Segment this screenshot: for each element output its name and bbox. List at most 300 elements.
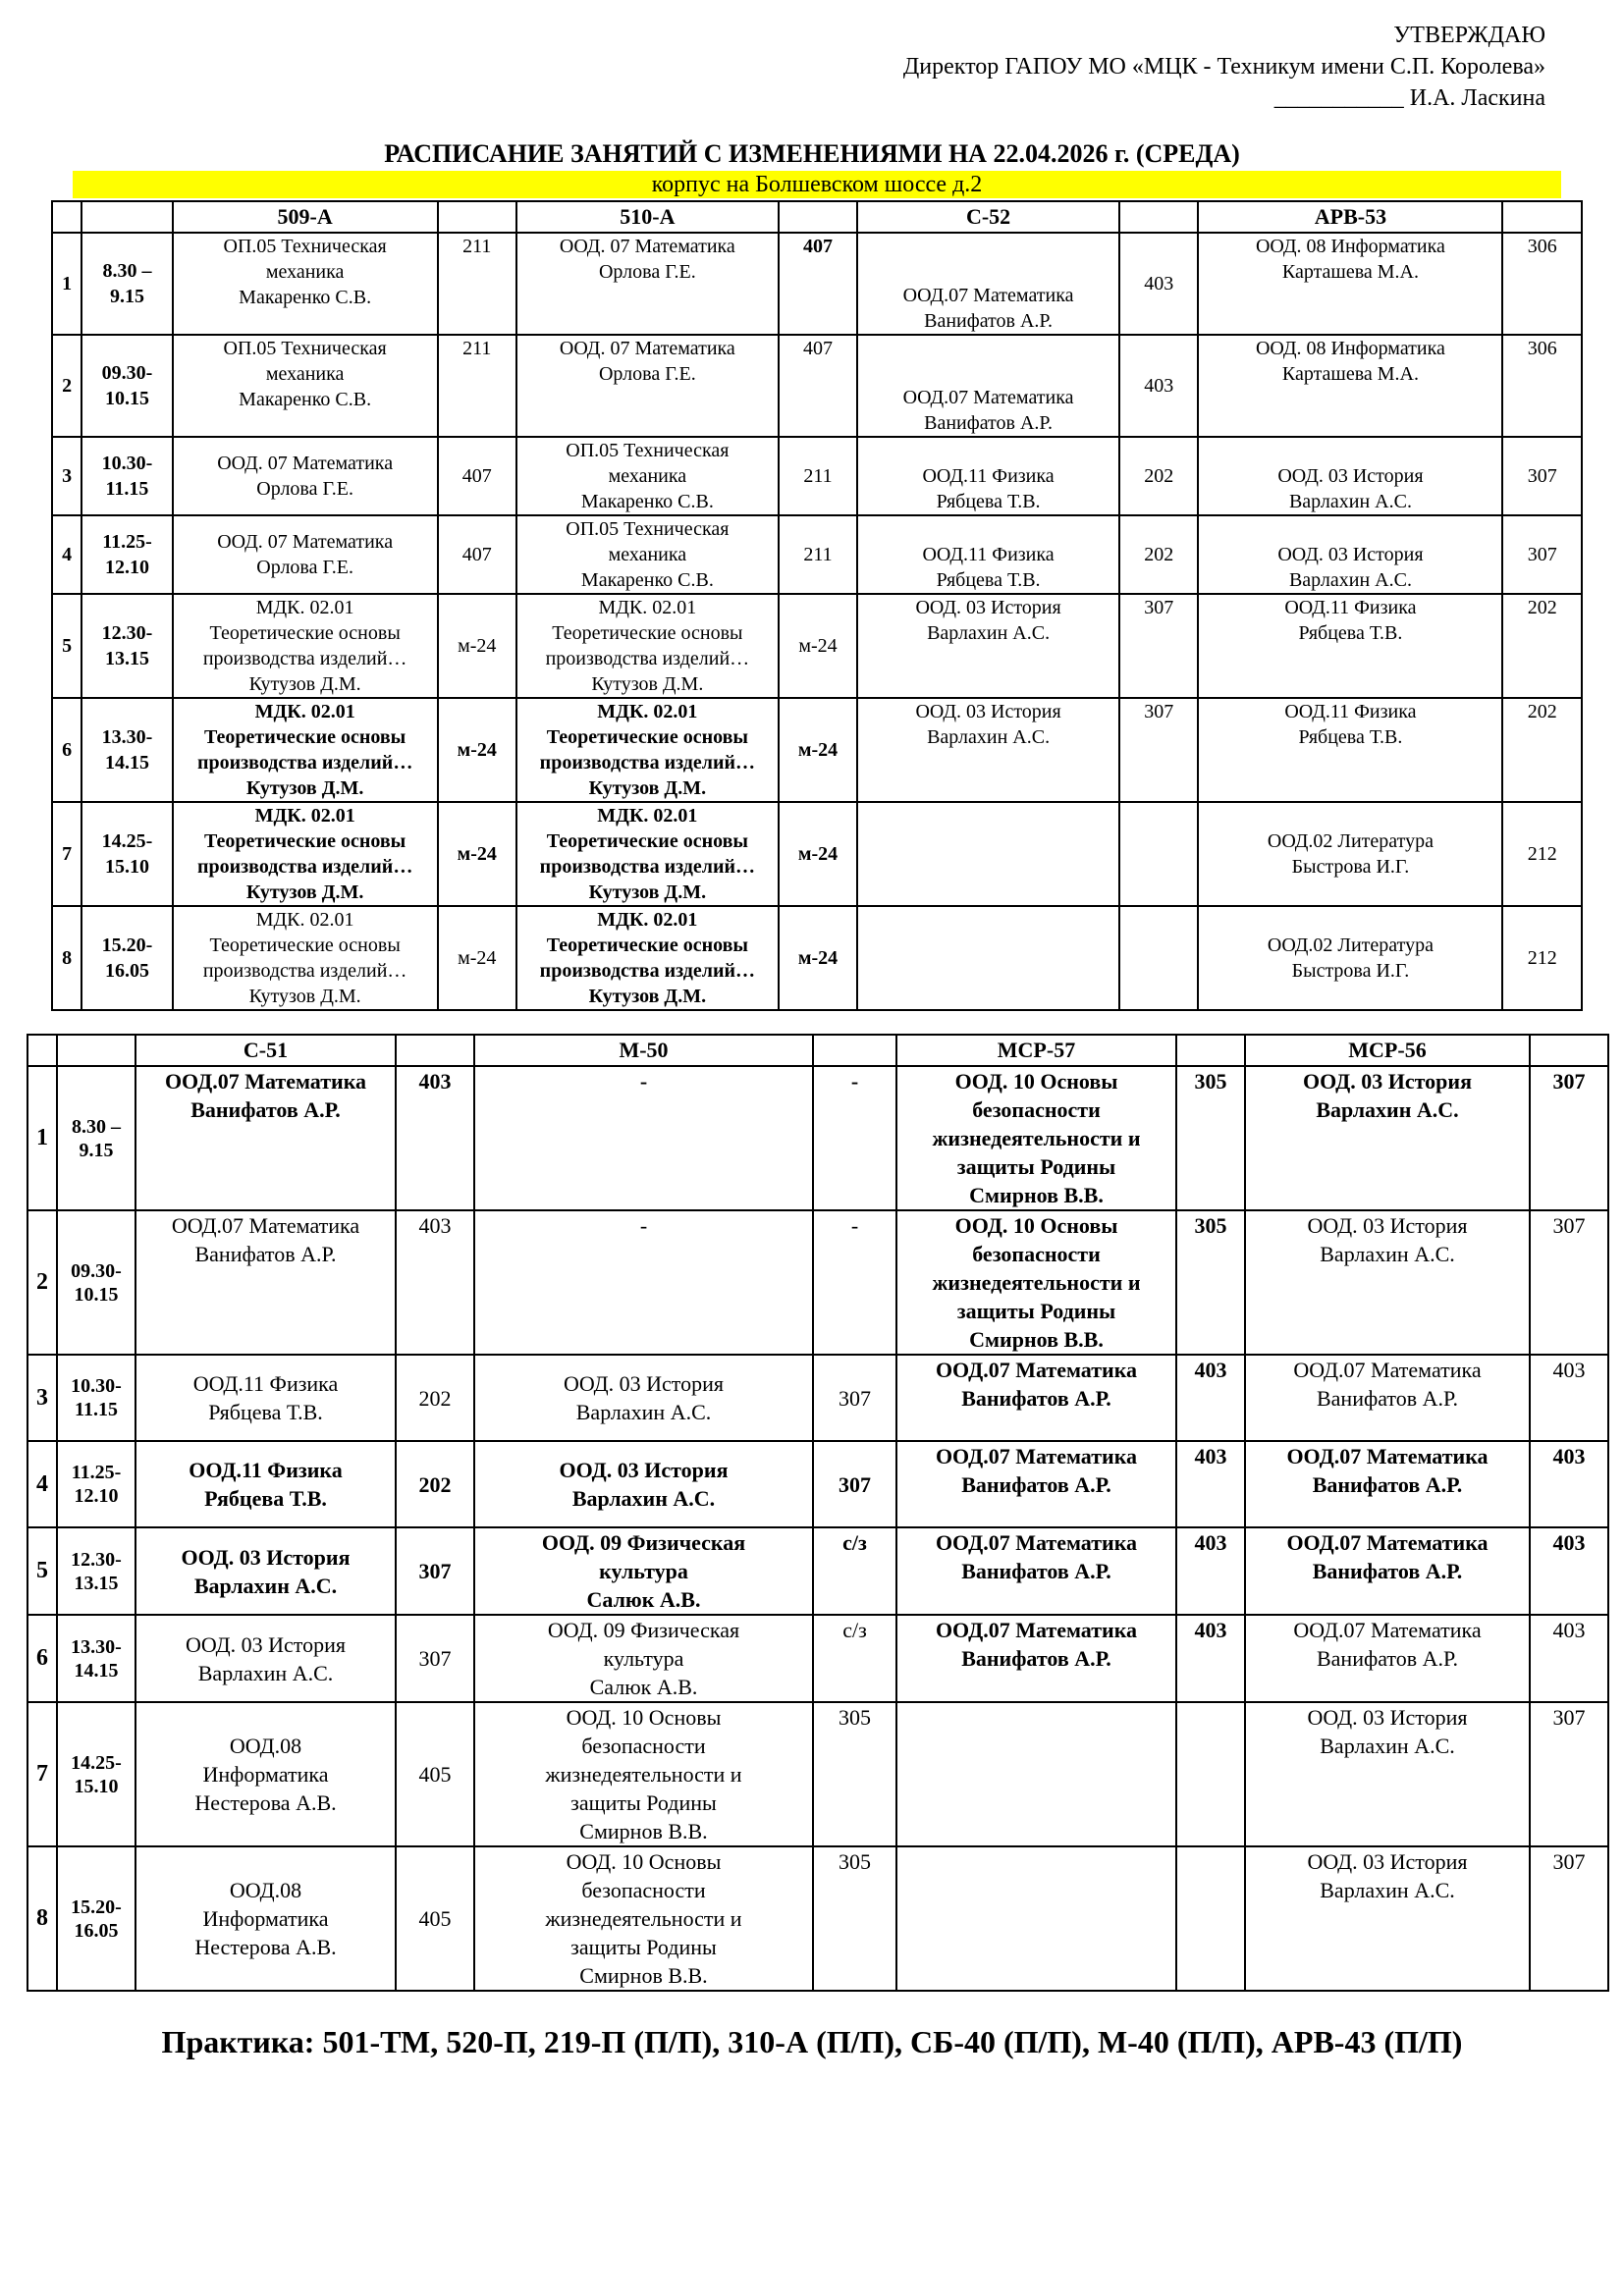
lesson-cell bbox=[173, 906, 438, 1010]
pair-number: 8 bbox=[27, 1846, 57, 1991]
lesson-line: культура bbox=[603, 1646, 684, 1671]
lesson-cell bbox=[516, 698, 779, 802]
lesson-line: ООД.07 Математика bbox=[1286, 1530, 1489, 1555]
table-row bbox=[27, 1846, 1608, 1991]
group-header: МСР-56 bbox=[1245, 1035, 1530, 1066]
lesson-line: механика bbox=[608, 544, 687, 565]
lesson-line: Теоретические основы bbox=[546, 934, 749, 956]
table-row bbox=[52, 335, 1582, 437]
lesson-line: Теоретические основы bbox=[203, 830, 406, 852]
table-row bbox=[52, 233, 1582, 335]
lesson-line: ООД.07 Математика bbox=[171, 1213, 360, 1238]
lesson-cell bbox=[135, 1846, 396, 1991]
room-cell: 305 bbox=[1176, 1210, 1245, 1355]
group-header: М-50 bbox=[474, 1035, 813, 1066]
lesson-line: Нестерова А.В. bbox=[194, 1935, 337, 1959]
room-cell: м-24 bbox=[438, 698, 517, 802]
room-cell: 403 bbox=[1530, 1527, 1608, 1615]
room-cell: 202 bbox=[396, 1355, 474, 1441]
lesson-line: ООД.07 Математика bbox=[935, 1618, 1138, 1642]
lesson-line: ООД.02 Литература bbox=[1267, 934, 1435, 956]
table-row bbox=[52, 437, 1582, 515]
lesson-line: Варлахин А.С. bbox=[1288, 569, 1412, 591]
room-cell: 405 bbox=[396, 1846, 474, 1991]
table-row bbox=[27, 1066, 1608, 1210]
lesson-cell bbox=[474, 1210, 813, 1355]
room-cell: 202 bbox=[1502, 698, 1582, 802]
pair-number: 4 bbox=[52, 515, 81, 594]
lesson-line: ООД. 09 Физическая bbox=[541, 1530, 746, 1555]
lesson-cell bbox=[173, 594, 438, 698]
room-cell: с/з bbox=[813, 1527, 896, 1615]
pair-number: 5 bbox=[52, 594, 81, 698]
lesson-cell bbox=[1198, 802, 1502, 906]
lesson-line: Рябцева Т.В. bbox=[204, 1486, 327, 1511]
lesson-line: ООД.08 bbox=[229, 1734, 302, 1758]
lesson-line: Макаренко С.В. bbox=[580, 491, 714, 512]
lesson-line: ОП.05 Техническая bbox=[223, 236, 387, 257]
lesson-line: Кутузов Д.М. bbox=[248, 673, 361, 695]
pair-time: 09.30- 10.15 bbox=[57, 1210, 135, 1355]
lesson-line: Ванифатов А.Р. bbox=[961, 1472, 1111, 1497]
lesson-line: ООД. 08 Информатика bbox=[1255, 236, 1445, 257]
room-cell: м-24 bbox=[779, 594, 858, 698]
room-cell: м-24 bbox=[438, 802, 517, 906]
lesson-cell bbox=[474, 1702, 813, 1846]
lesson-cell bbox=[1198, 437, 1502, 515]
lesson-cell bbox=[474, 1066, 813, 1210]
lesson-line: МДК. 02.01 bbox=[255, 597, 354, 618]
lesson-line: ООД.11 Физика bbox=[922, 544, 1055, 565]
lesson-line: ООД.11 Физика bbox=[1284, 597, 1417, 618]
lesson-line: безопасности bbox=[581, 1878, 706, 1902]
lesson-line: Орлова Г.Е. bbox=[256, 478, 354, 500]
lesson-line: производства изделий… bbox=[539, 856, 756, 878]
lesson-cell bbox=[896, 1210, 1176, 1355]
lesson-line: ООД.07 Математика bbox=[1286, 1444, 1489, 1468]
lesson-line: Рябцева Т.В. bbox=[208, 1400, 323, 1424]
lesson-line: Смирнов В.В. bbox=[579, 1963, 708, 1988]
pair-time: 10.30- 11.15 bbox=[57, 1355, 135, 1441]
lesson-line: МДК. 02.01 bbox=[597, 909, 698, 931]
lesson-cell bbox=[135, 1615, 396, 1702]
lesson-line: ООД.11 Физика bbox=[922, 465, 1055, 487]
lesson-line: безопасности bbox=[972, 1097, 1101, 1122]
lesson-line: ООД.11 Физика bbox=[1284, 701, 1417, 722]
group-header: МСР-57 bbox=[896, 1035, 1176, 1066]
lesson-line: Рябцева Т.В. bbox=[1298, 726, 1403, 748]
lesson-cell bbox=[516, 802, 779, 906]
lesson-line: ООД.08 bbox=[229, 1878, 302, 1902]
lesson-line: производства изделий… bbox=[196, 856, 413, 878]
lesson-line: Варлахин А.С. bbox=[1320, 1878, 1455, 1902]
lesson-line: Ванифатов А.Р. bbox=[961, 1646, 1111, 1671]
pair-time: 09.30- 10.15 bbox=[81, 335, 173, 437]
lesson-line: Ванифатов А.Р. bbox=[924, 310, 1054, 332]
lesson-cell bbox=[857, 906, 1119, 1010]
room-cell: 407 bbox=[438, 515, 517, 594]
lesson-line: Нестерова А.В. bbox=[194, 1790, 337, 1815]
pair-time: 13.30- 14.15 bbox=[81, 698, 173, 802]
lesson-line: Информатика bbox=[202, 1906, 329, 1931]
lesson-line: Ванифатов А.Р. bbox=[1312, 1472, 1463, 1497]
schedule-title: РАСПИСАНИЕ ЗАНЯТИЙ С ИЗМЕНЕНИЯМИ НА 22.04.2026 г. (СРЕДА) bbox=[384, 139, 1240, 168]
group-header: АРВ-53 bbox=[1198, 201, 1502, 233]
lesson-cell bbox=[516, 515, 779, 594]
room-cell: 211 bbox=[438, 233, 517, 335]
lesson-cell bbox=[1245, 1210, 1530, 1355]
lesson-line: производства изделий… bbox=[202, 960, 407, 982]
lesson-line: Смирнов В.В. bbox=[969, 1327, 1104, 1352]
pair-number: 5 bbox=[27, 1527, 57, 1615]
lesson-line: Варлахин А.С. bbox=[1288, 491, 1412, 512]
lesson-line: Варлахин А.С. bbox=[1320, 1734, 1455, 1758]
lesson-cell bbox=[1198, 335, 1502, 437]
lesson-line: ООД. 07 Математика bbox=[559, 338, 735, 359]
lesson-line: Рябцева Т.В. bbox=[936, 491, 1041, 512]
pair-time: 14.25- 15.10 bbox=[57, 1702, 135, 1846]
room-cell: 403 bbox=[1119, 233, 1199, 335]
room-cell: м-24 bbox=[438, 594, 517, 698]
lesson-line: ОП.05 Техническая bbox=[566, 518, 730, 540]
room-cell: 403 bbox=[1530, 1355, 1608, 1441]
pair-number: 3 bbox=[52, 437, 81, 515]
lesson-line: механика bbox=[608, 465, 687, 487]
lesson-cell bbox=[516, 594, 779, 698]
lesson-cell bbox=[173, 698, 438, 802]
approval-signature: ___________ И.А. Ласкина bbox=[1273, 85, 1545, 111]
room-cell: 307 bbox=[1530, 1702, 1608, 1846]
lesson-line: ООД. 07 Математика bbox=[559, 236, 735, 257]
lesson-line: ООД.07 Математика bbox=[1293, 1618, 1482, 1642]
room-cell: 202 bbox=[396, 1441, 474, 1527]
lesson-line: ООД. 03 История bbox=[563, 1371, 725, 1396]
lesson-line: ООД. 03 История bbox=[1277, 544, 1424, 565]
lesson-line: Смирнов В.В. bbox=[969, 1183, 1104, 1207]
table-row bbox=[52, 698, 1582, 802]
room-cell: м-24 bbox=[779, 698, 858, 802]
room-cell: м-24 bbox=[779, 802, 858, 906]
lesson-line: Варлахин А.С. bbox=[1320, 1242, 1455, 1266]
room-cell bbox=[1176, 1702, 1245, 1846]
lesson-line: ООД. 03 История bbox=[1307, 1849, 1468, 1874]
lesson-line: Карташева М.А. bbox=[1281, 261, 1419, 283]
lesson-line: Теоретические основы bbox=[552, 622, 743, 644]
lesson-line: Салюк А.В. bbox=[589, 1675, 698, 1699]
lesson-line: Варлахин А.С. bbox=[193, 1573, 338, 1598]
room-cell: 307 bbox=[1530, 1846, 1608, 1991]
group-header: С-52 bbox=[857, 201, 1119, 233]
lesson-line: Ванифатов А.Р. bbox=[194, 1242, 337, 1266]
lesson-cell bbox=[1245, 1615, 1530, 1702]
lesson-line: ООД. 09 Физическая bbox=[547, 1618, 740, 1642]
lesson-cell bbox=[516, 906, 779, 1010]
lesson-line: производства изделий… bbox=[539, 752, 756, 774]
lesson-cell bbox=[896, 1527, 1176, 1615]
room-cell: 403 bbox=[1176, 1527, 1245, 1615]
lesson-cell bbox=[896, 1615, 1176, 1702]
lesson-line: ООД. 03 История bbox=[559, 1458, 729, 1482]
lesson-line: производства изделий… bbox=[202, 648, 407, 669]
pair-time: 13.30- 14.15 bbox=[57, 1615, 135, 1702]
lesson-cell bbox=[516, 335, 779, 437]
lesson-cell bbox=[857, 698, 1119, 802]
pair-time: 11.25- 12.10 bbox=[81, 515, 173, 594]
practice-note: Практика: 501-ТМ, 520-П, 219-П (П/П), 310-А (П/П), СБ-40 (П/П), М-40 (П/П), АРВ-43 (П/П) bbox=[161, 2024, 1463, 2059]
lesson-line: Кутузов Д.М. bbox=[248, 986, 361, 1007]
room-cell bbox=[1119, 802, 1199, 906]
lesson-line: Теоретические основы bbox=[209, 622, 401, 644]
lesson-line: Рябцева Т.В. bbox=[936, 569, 1041, 591]
lesson-line: Макаренко С.В. bbox=[239, 287, 372, 308]
room-cell: 307 bbox=[1502, 437, 1582, 515]
lesson-cell bbox=[474, 1527, 813, 1615]
lesson-line: ООД. 03 История bbox=[185, 1631, 347, 1657]
room-cell: 403 bbox=[1176, 1441, 1245, 1527]
lesson-cell bbox=[516, 437, 779, 515]
lesson-line: Варлахин А.С. bbox=[197, 1660, 334, 1685]
lesson-cell bbox=[1245, 1527, 1530, 1615]
room-cell: 403 bbox=[1530, 1441, 1608, 1527]
lesson-cell bbox=[857, 233, 1119, 335]
room-cell: 403 bbox=[1176, 1355, 1245, 1441]
lesson-line: ООД.11 Физика bbox=[192, 1371, 339, 1396]
lesson-line: ООД. 07 Математика bbox=[217, 531, 394, 553]
lesson-line: жизнедеятельности и bbox=[932, 1126, 1141, 1150]
lesson-line: Кутузов Д.М. bbox=[245, 777, 364, 799]
lesson-cell bbox=[135, 1355, 396, 1441]
pair-number: 2 bbox=[52, 335, 81, 437]
approval-block bbox=[903, 20, 1545, 114]
lesson-line: Ванифатов А.Р. bbox=[924, 412, 1054, 434]
approval-position: Директор ГАПОУ МО «МЦК - Техникум имени С.П. Королева» bbox=[902, 54, 1545, 80]
room-cell: - bbox=[813, 1066, 896, 1210]
pair-time: 14.25- 15.10 bbox=[81, 802, 173, 906]
table-row bbox=[27, 1441, 1608, 1527]
lesson-line: ООД.07 Математика bbox=[902, 387, 1074, 408]
lesson-cell bbox=[474, 1441, 813, 1527]
pair-number: 2 bbox=[27, 1210, 57, 1355]
lesson-line: МДК. 02.01 bbox=[254, 701, 355, 722]
room-cell: 407 bbox=[779, 233, 858, 335]
room-cell: 307 bbox=[813, 1441, 896, 1527]
lesson-line: производства изделий… bbox=[545, 648, 750, 669]
group-header: 509-А bbox=[173, 201, 438, 233]
lesson-cell bbox=[857, 515, 1119, 594]
lesson-line: ООД. 03 История bbox=[1303, 1069, 1472, 1094]
pair-number: 7 bbox=[52, 802, 81, 906]
lesson-line: Кутузов Д.М. bbox=[588, 881, 707, 903]
lesson-cell bbox=[1198, 698, 1502, 802]
pair-time: 15.20- 16.05 bbox=[81, 906, 173, 1010]
lesson-line: ООД. 03 История bbox=[1307, 1213, 1468, 1238]
room-cell: 202 bbox=[1119, 437, 1199, 515]
room-cell: с/з bbox=[813, 1615, 896, 1702]
lesson-line: Ванифатов А.Р. bbox=[961, 1386, 1111, 1411]
pair-number: 1 bbox=[52, 233, 81, 335]
room-cell: 407 bbox=[438, 437, 517, 515]
lesson-cell bbox=[1245, 1355, 1530, 1441]
lesson-cell bbox=[135, 1210, 396, 1355]
lesson-line: жизнедеятельности и bbox=[932, 1270, 1141, 1295]
pair-number: 3 bbox=[27, 1355, 57, 1441]
table-row bbox=[27, 1527, 1608, 1615]
schedule-table-2 bbox=[27, 1034, 1609, 1992]
lesson-line: Ванифатов А.Р. bbox=[1316, 1386, 1459, 1411]
lesson-line: Ванифатов А.Р. bbox=[961, 1559, 1111, 1583]
pair-time: 8.30 – 9.15 bbox=[81, 233, 173, 335]
lesson-cell bbox=[1245, 1846, 1530, 1991]
lesson-line: ООД. 08 Информатика bbox=[1255, 338, 1445, 359]
lesson-cell bbox=[1245, 1702, 1530, 1846]
lesson-line: ООД.07 Математика bbox=[1293, 1358, 1482, 1382]
building-label: корпус на Болшевском шоссе д.2 bbox=[73, 171, 1561, 198]
room-cell: 403 bbox=[1119, 335, 1199, 437]
lesson-line: Орлова Г.Е. bbox=[598, 363, 696, 385]
lesson-line: ООД. 03 История bbox=[1277, 465, 1424, 487]
lesson-line: МДК. 02.01 bbox=[598, 597, 697, 618]
pair-number: 8 bbox=[52, 906, 81, 1010]
room-cell: 403 bbox=[396, 1210, 474, 1355]
lesson-line: ООД.07 Математика bbox=[164, 1069, 367, 1094]
room-cell: м-24 bbox=[438, 906, 517, 1010]
lesson-line: ООД. 10 Основы bbox=[566, 1849, 722, 1874]
lesson-line: защиты Родины bbox=[570, 1790, 717, 1815]
lesson-line: - bbox=[639, 1213, 648, 1238]
lesson-line: Макаренко С.В. bbox=[239, 389, 372, 410]
lesson-line: Теоретические основы bbox=[209, 934, 401, 956]
group-header: 510-А bbox=[516, 201, 779, 233]
lesson-cell bbox=[896, 1355, 1176, 1441]
room-cell: 305 bbox=[1176, 1066, 1245, 1210]
lesson-cell bbox=[857, 802, 1119, 906]
table-row bbox=[52, 515, 1582, 594]
table-row bbox=[52, 906, 1582, 1010]
lesson-line: Ванифатов А.Р. bbox=[1316, 1646, 1459, 1671]
lesson-line: Информатика bbox=[202, 1762, 329, 1787]
pair-number: 6 bbox=[27, 1615, 57, 1702]
lesson-cell bbox=[896, 1066, 1176, 1210]
room-cell: 211 bbox=[438, 335, 517, 437]
lesson-line: Ванифатов А.Р. bbox=[190, 1097, 341, 1122]
room-cell: 403 bbox=[396, 1066, 474, 1210]
lesson-line: Рябцева Т.В. bbox=[1298, 622, 1403, 644]
lesson-line: ООД. 10 Основы bbox=[566, 1705, 722, 1730]
table-2-header-row bbox=[27, 1035, 1608, 1066]
lesson-line: производства изделий… bbox=[196, 752, 413, 774]
lesson-line: Орлова Г.Е. bbox=[598, 261, 696, 283]
lesson-cell bbox=[1245, 1441, 1530, 1527]
table-row bbox=[27, 1702, 1608, 1846]
lesson-cell bbox=[173, 802, 438, 906]
lesson-cell bbox=[857, 437, 1119, 515]
lesson-line: Варлахин А.С. bbox=[571, 1486, 716, 1511]
lesson-line: ООД. 07 Математика bbox=[217, 453, 394, 474]
lesson-line: ОП.05 Техническая bbox=[566, 440, 730, 461]
lesson-line: Макаренко С.В. bbox=[580, 569, 714, 591]
lesson-line: Теоретические основы bbox=[546, 830, 749, 852]
room-cell: 306 bbox=[1502, 233, 1582, 335]
table-row bbox=[27, 1615, 1608, 1702]
lesson-cell bbox=[173, 437, 438, 515]
lesson-line: Кутузов Д.М. bbox=[591, 673, 704, 695]
lesson-line: Быстрова И.Г. bbox=[1291, 960, 1410, 982]
table-2-body bbox=[27, 1066, 1608, 1991]
lesson-line: Быстрова И.Г. bbox=[1291, 856, 1410, 878]
lesson-cell bbox=[173, 335, 438, 437]
lesson-cell bbox=[135, 1702, 396, 1846]
table-1-body bbox=[52, 233, 1582, 1010]
approval-title: УТВЕРЖДАЮ bbox=[1393, 23, 1545, 48]
lesson-line: Теоретические основы bbox=[546, 726, 749, 748]
pair-number: 7 bbox=[27, 1702, 57, 1846]
lesson-line: - bbox=[639, 1069, 648, 1094]
lesson-line: ООД.02 Литература bbox=[1267, 830, 1435, 852]
lesson-line: механика bbox=[265, 363, 345, 385]
lesson-cell bbox=[135, 1441, 396, 1527]
lesson-line: ООД.07 Математика bbox=[902, 285, 1074, 306]
lesson-line: ООД.07 Математика bbox=[935, 1358, 1138, 1382]
lesson-line: ООД. 03 История bbox=[181, 1544, 351, 1570]
lesson-line: Варлахин А.С. bbox=[1316, 1097, 1459, 1122]
lesson-line: Варлахин А.С. bbox=[575, 1400, 712, 1424]
lesson-line: МДК. 02.01 bbox=[254, 805, 355, 827]
lesson-line: МДК. 02.01 bbox=[597, 805, 698, 827]
room-cell bbox=[1176, 1846, 1245, 1991]
lesson-line: Кутузов Д.М. bbox=[245, 881, 364, 903]
lesson-cell bbox=[1245, 1066, 1530, 1210]
room-cell: 403 bbox=[1176, 1615, 1245, 1702]
lesson-cell bbox=[135, 1527, 396, 1615]
lesson-line: Смирнов В.В. bbox=[579, 1819, 708, 1843]
lesson-cell bbox=[474, 1615, 813, 1702]
lesson-line: Орлова Г.Е. bbox=[256, 557, 354, 578]
lesson-line: ОП.05 Техническая bbox=[223, 338, 387, 359]
room-cell: 307 bbox=[1119, 594, 1199, 698]
lesson-cell bbox=[474, 1355, 813, 1441]
pair-time: 12.30- 13.15 bbox=[57, 1527, 135, 1615]
lesson-line: ООД.11 Физика bbox=[189, 1458, 343, 1482]
pair-time: 8.30 – 9.15 bbox=[57, 1066, 135, 1210]
lesson-cell bbox=[857, 335, 1119, 437]
pair-number: 1 bbox=[27, 1066, 57, 1210]
pair-time: 10.30- 11.15 bbox=[81, 437, 173, 515]
table-1-header-row bbox=[52, 201, 1582, 233]
room-cell: 307 bbox=[1119, 698, 1199, 802]
lesson-cell bbox=[1198, 233, 1502, 335]
lesson-cell bbox=[173, 233, 438, 335]
lesson-line: Варлахин А.С. bbox=[927, 726, 1051, 748]
lesson-cell bbox=[896, 1846, 1176, 1991]
lesson-line: защиты Родины bbox=[570, 1935, 717, 1959]
room-cell: - bbox=[813, 1210, 896, 1355]
lesson-cell bbox=[516, 233, 779, 335]
lesson-line: Ванифатов А.Р. bbox=[1312, 1559, 1463, 1583]
room-cell: 211 bbox=[779, 437, 858, 515]
room-cell: 202 bbox=[1502, 594, 1582, 698]
room-cell: 305 bbox=[813, 1846, 896, 1991]
pair-number: 4 bbox=[27, 1441, 57, 1527]
room-cell: 307 bbox=[1530, 1210, 1608, 1355]
room-cell: м-24 bbox=[779, 906, 858, 1010]
lesson-line: ООД.07 Математика bbox=[935, 1530, 1138, 1555]
lesson-line: Кутузов Д.М. bbox=[588, 986, 707, 1007]
lesson-cell bbox=[1198, 515, 1502, 594]
lesson-line: ООД.07 Математика bbox=[935, 1444, 1138, 1468]
room-cell: 307 bbox=[396, 1615, 474, 1702]
lesson-cell bbox=[857, 594, 1119, 698]
lesson-line: ООД. 03 История bbox=[1307, 1705, 1468, 1730]
